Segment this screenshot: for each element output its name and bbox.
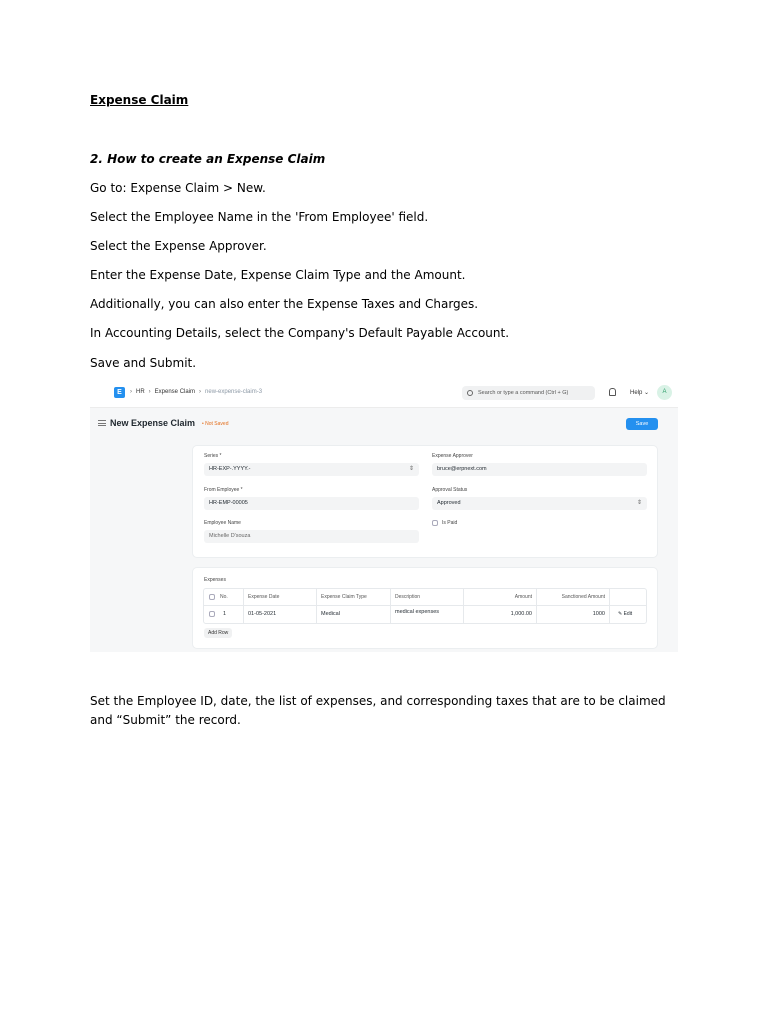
step-4: Enter the Expense Date, Expense Claim Type and the Amount.: [90, 268, 466, 282]
doc-subtitle: 2. How to create an Expense Claim: [90, 152, 326, 166]
header-expense-claim-type: Expense Claim Type: [317, 589, 391, 606]
breadcrumb-current: new-expense-claim-3: [205, 389, 263, 395]
step-6: In Accounting Details, select the Company's Default Payable Account.: [90, 326, 510, 340]
expenses-table: [203, 588, 647, 624]
app-logo[interactable]: E: [114, 387, 125, 398]
help-menu[interactable]: Help ⌄: [630, 390, 650, 396]
table-header-row: [204, 589, 646, 606]
search-input[interactable]: [462, 386, 595, 400]
approver-label: Expense Approver: [432, 453, 473, 459]
chevron-right-icon: ›: [199, 389, 202, 395]
is-paid-label: Is Paid: [442, 520, 458, 526]
select-arrows-icon: ⇕: [636, 500, 642, 506]
from-employee-label: From Employee *: [204, 487, 243, 493]
chevron-right-icon: ›: [148, 389, 151, 395]
doc-title: Expense Claim: [90, 93, 189, 107]
is-paid-checkbox[interactable]: [432, 520, 438, 526]
save-button[interactable]: Save: [626, 418, 658, 430]
breadcrumb-expense-claim[interactable]: Expense Claim: [154, 389, 196, 395]
status-badge: • Not Saved: [202, 421, 229, 427]
breadcrumb: [130, 389, 262, 395]
row-checkbox[interactable]: [209, 611, 215, 617]
step-5: Additionally, you can also enter the Expense Taxes and Charges.: [90, 297, 479, 311]
expenses-label: Expenses: [204, 577, 226, 583]
expense-claim-screenshot: [90, 378, 678, 652]
step-1: Go to: Expense Claim > New.: [90, 181, 266, 195]
step-7: Save and Submit.: [90, 356, 197, 370]
select-all-checkbox[interactable]: [209, 594, 215, 600]
header-amount: Amount: [464, 589, 537, 606]
header-actions: [610, 589, 648, 606]
series-value: HR-EXP-.YYYY.-: [209, 466, 251, 472]
employee-name-label: Employee Name: [204, 520, 241, 526]
header-expense-date: Expense Date: [244, 589, 317, 606]
select-arrows-icon: ⇕: [408, 466, 414, 472]
page-title: New Expense Claim: [110, 418, 196, 428]
navbar: [90, 378, 678, 408]
cell-no: 1: [204, 606, 244, 623]
step-2: Select the Employee Name in the 'From Employee' field.: [90, 210, 429, 224]
header-sanctioned-amount: Sanctioned Amount: [537, 589, 610, 606]
from-employee-field[interactable]: HR-EMP-00005: [204, 497, 419, 510]
cell-expense-claim-type[interactable]: Medical: [317, 606, 391, 623]
approval-status-select[interactable]: [432, 497, 647, 510]
search-placeholder: Search or type a command (Ctrl + G): [478, 390, 569, 396]
search-icon: [467, 390, 473, 396]
menu-icon[interactable]: [98, 420, 106, 426]
cell-amount[interactable]: 1,000.00: [464, 606, 537, 623]
cell-expense-date[interactable]: 01-05-2021: [244, 606, 317, 623]
table-row[interactable]: [204, 606, 646, 623]
series-select[interactable]: [204, 463, 419, 476]
series-label: Series *: [204, 453, 222, 459]
avatar[interactable]: A: [657, 385, 672, 400]
expenses-card: [192, 567, 658, 649]
header-no: No.: [204, 589, 244, 606]
cell-description[interactable]: medical expenses: [391, 606, 464, 623]
approver-field[interactable]: bruce@erpnext.com: [432, 463, 647, 476]
closing-paragraph: Set the Employee ID, date, the list of expenses, and corresponding taxes that are to be claimed and “Submit” the record.: [90, 694, 666, 727]
step-3: Select the Expense Approver.: [90, 239, 267, 253]
details-card: [192, 445, 658, 558]
header-description: Description: [391, 589, 464, 606]
approval-status-label: Approval Status: [432, 487, 468, 493]
row-edit-button[interactable]: ✎ Edit: [618, 611, 633, 617]
bell-icon[interactable]: [609, 388, 616, 396]
cell-sanctioned-amount[interactable]: 1000: [537, 606, 610, 623]
chevron-right-icon: ›: [130, 389, 132, 395]
breadcrumb-hr[interactable]: HR: [136, 389, 145, 395]
add-row-button[interactable]: Add Row: [204, 628, 232, 638]
approval-status-value: Approved: [437, 500, 461, 506]
employee-name-field[interactable]: Michelle D'souza: [204, 530, 419, 543]
